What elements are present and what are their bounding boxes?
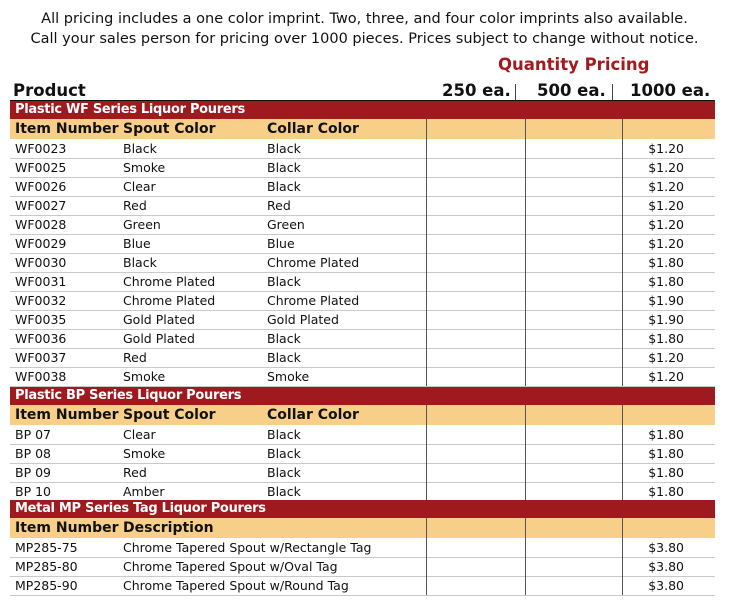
collar-color: Black: [267, 484, 301, 499]
description: Chrome Tapered Spout w/Oval Tag: [123, 559, 338, 574]
table-row: [10, 538, 715, 558]
table-row: [10, 272, 715, 292]
item-number: WF0026: [15, 179, 67, 194]
spout-color: Smoke: [123, 446, 166, 461]
column-header: Item Number: [15, 121, 119, 137]
item-number: MP285-90: [15, 578, 78, 593]
item-number: WF0036: [15, 331, 67, 346]
column-divider: [622, 405, 623, 501]
item-number: BP 10: [15, 484, 51, 499]
spout-color: Clear: [123, 179, 156, 194]
collar-color: Black: [267, 141, 301, 156]
column-header: Spout Color: [123, 121, 216, 137]
table-row: [10, 196, 715, 216]
collar-color: Gold Plated: [267, 312, 339, 327]
column-divider: [622, 119, 623, 386]
collar-color: Blue: [267, 236, 295, 251]
table-row: [10, 310, 715, 330]
spout-color: Gold Plated: [123, 312, 195, 327]
item-number: WF0029: [15, 236, 67, 251]
table-header: [10, 80, 715, 101]
column-divider: [525, 405, 526, 501]
item-number: WF0025: [15, 160, 67, 175]
collar-color: Smoke: [267, 369, 310, 384]
qty-500-header: 500 ea.: [537, 81, 606, 100]
column-header: Description: [123, 520, 214, 536]
price-1000: $3.80: [648, 578, 684, 593]
item-number: WF0027: [15, 198, 67, 213]
column-header: Item Number: [15, 520, 119, 536]
price-1000: $1.80: [648, 484, 684, 499]
table-row: [10, 329, 715, 349]
table-row: [10, 139, 715, 159]
column-header-row: [10, 518, 715, 538]
price-1000: $1.80: [648, 446, 684, 461]
item-number: WF0032: [15, 293, 67, 308]
spout-color: Smoke: [123, 369, 166, 384]
price-1000: $3.80: [648, 559, 684, 574]
table-row: [10, 291, 715, 311]
qty-1000-header: 1000 ea.: [630, 81, 711, 100]
product-header: Product: [13, 81, 86, 100]
column-header: Item Number: [15, 407, 119, 423]
collar-color: Chrome Plated: [267, 293, 360, 308]
collar-color: Chrome Plated: [267, 255, 360, 270]
spout-color: Black: [123, 141, 157, 156]
description: Chrome Tapered Spout w/Round Tag: [123, 578, 349, 593]
collar-color: Black: [267, 446, 301, 461]
price-1000: $1.20: [648, 217, 684, 232]
spout-color: Chrome Plated: [123, 293, 216, 308]
collar-color: Black: [267, 427, 301, 442]
table-row: [10, 215, 715, 235]
item-number: WF0031: [15, 274, 67, 289]
table-row: [10, 482, 715, 502]
section-title-bar: Metal MP Series Tag Liquor Pourers: [10, 500, 715, 518]
spout-color: Clear: [123, 427, 156, 442]
price-1000: $1.80: [648, 274, 684, 289]
price-1000: $1.20: [648, 369, 684, 384]
collar-color: Black: [267, 465, 301, 480]
table-row: [10, 177, 715, 197]
price-1000: $1.80: [648, 465, 684, 480]
collar-color: Black: [267, 160, 301, 175]
column-divider: [426, 405, 427, 501]
price-1000: $1.20: [648, 179, 684, 194]
price-1000: $1.20: [648, 160, 684, 175]
price-1000: $1.20: [648, 141, 684, 156]
quantity-pricing-label: Quantity Pricing: [498, 55, 650, 74]
spout-color: Red: [123, 465, 147, 480]
section-title-bar: Plastic BP Series Liquor Pourers: [10, 387, 715, 405]
item-number: BP 09: [15, 465, 51, 480]
pricing-note-line-2: Call your sales person for pricing over 1000 pieces. Prices subject to change without notice.: [30, 31, 699, 47]
column-header-row: [10, 405, 715, 425]
spout-color: Red: [123, 350, 147, 365]
price-1000: $1.80: [648, 331, 684, 346]
column-divider: [525, 518, 526, 595]
spout-color: Gold Plated: [123, 331, 195, 346]
spout-color: Smoke: [123, 160, 166, 175]
price-1000: $1.20: [648, 198, 684, 213]
table-row: [10, 463, 715, 483]
spout-color: Amber: [123, 484, 165, 499]
column-divider: [426, 518, 427, 595]
column-header-row: [10, 119, 715, 139]
header-divider: [515, 84, 516, 100]
item-number: BP 08: [15, 446, 51, 461]
collar-color: Green: [267, 217, 305, 232]
item-number: MP285-75: [15, 540, 78, 555]
price-1000: $3.80: [648, 540, 684, 555]
spout-color: Blue: [123, 236, 151, 251]
price-1000: $1.20: [648, 350, 684, 365]
table-row: [10, 557, 715, 577]
table-row: [10, 367, 715, 387]
column-header: Collar Color: [267, 407, 359, 423]
item-number: MP285-80: [15, 559, 78, 574]
table-row: [10, 348, 715, 368]
table-row: [10, 234, 715, 254]
table-row: [10, 158, 715, 178]
column-divider: [525, 119, 526, 386]
column-header: Spout Color: [123, 407, 216, 423]
collar-color: Black: [267, 274, 301, 289]
column-divider: [622, 518, 623, 595]
item-number: WF0028: [15, 217, 67, 232]
pricing-note-line-1: All pricing includes a one color imprint. Two, three, and four color imprints also available.: [41, 11, 688, 27]
table-row: [10, 425, 715, 445]
spout-color: Chrome Plated: [123, 274, 216, 289]
column-header: Collar Color: [267, 121, 359, 137]
qty-250-header: 250 ea.: [442, 81, 511, 100]
price-1000: $1.80: [648, 255, 684, 270]
item-number: WF0023: [15, 141, 67, 156]
item-number: WF0035: [15, 312, 67, 327]
collar-color: Red: [267, 198, 291, 213]
table-row: [10, 576, 715, 596]
spout-color: Green: [123, 217, 161, 232]
section-title-bar: Plastic WF Series Liquor Pourers: [10, 101, 715, 119]
table-row: [10, 444, 715, 464]
price-1000: $1.20: [648, 236, 684, 251]
item-number: WF0030: [15, 255, 67, 270]
table-row: [10, 253, 715, 273]
collar-color: Black: [267, 331, 301, 346]
description: Chrome Tapered Spout w/Rectangle Tag: [123, 540, 372, 555]
collar-color: Black: [267, 179, 301, 194]
price-1000: $1.80: [648, 427, 684, 442]
collar-color: Black: [267, 350, 301, 365]
price-1000: $1.90: [648, 312, 684, 327]
header-divider: [612, 84, 613, 100]
item-number: WF0037: [15, 350, 67, 365]
column-divider: [426, 119, 427, 386]
price-1000: $1.90: [648, 293, 684, 308]
item-number: BP 07: [15, 427, 51, 442]
item-number: WF0038: [15, 369, 67, 384]
spout-color: Black: [123, 255, 157, 270]
spout-color: Red: [123, 198, 147, 213]
